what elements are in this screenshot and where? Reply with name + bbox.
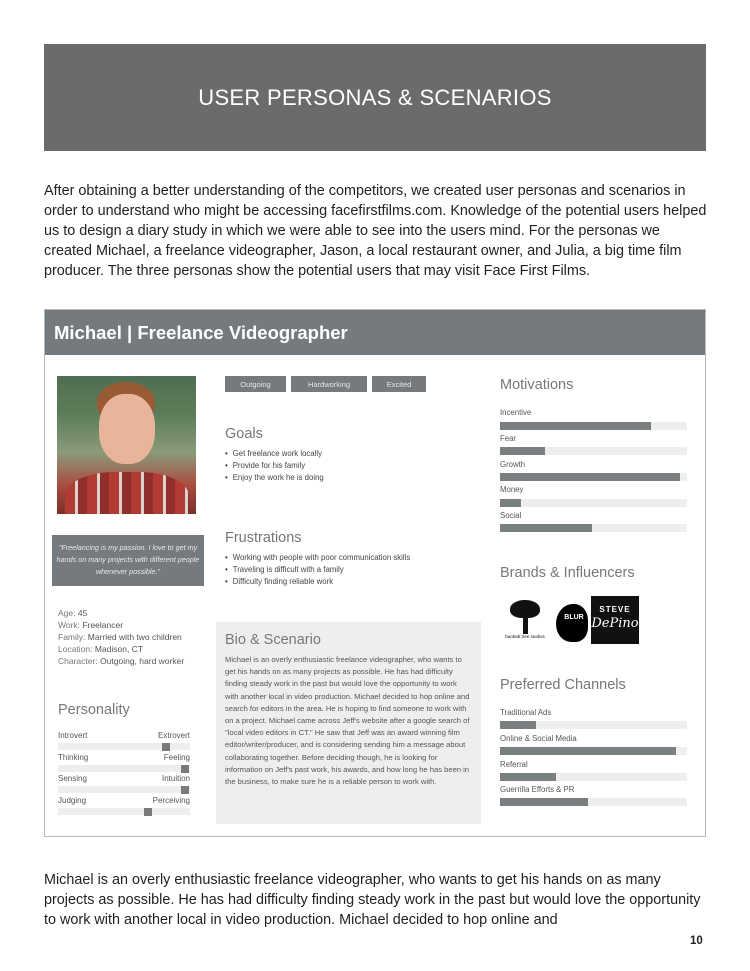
personality-knob: [162, 743, 170, 751]
frustrations-title: Frustrations: [225, 530, 302, 546]
motivation-label: Growth: [500, 460, 526, 469]
motivation-bar: [500, 422, 687, 430]
list-item: • Working with people with poor communication skills: [225, 552, 410, 564]
personality-row: Sensing Intuition: [58, 774, 190, 793]
channel-label: Referral: [500, 760, 528, 769]
channel-bar: [500, 747, 687, 755]
page-number: 10: [690, 935, 703, 947]
channel-label: Online & Social Media: [500, 734, 577, 743]
personality-row: Introvert Extrovert: [58, 731, 190, 750]
persona-details: [58, 608, 184, 668]
persona-card: [44, 309, 706, 837]
list-item: • Get freelance work locally: [225, 448, 324, 460]
motivation-bar: [500, 524, 687, 532]
motivation-label: Money: [500, 485, 524, 494]
channel-label: Guerrilla Efforts & PR: [500, 785, 575, 794]
channel-bar: [500, 721, 687, 729]
header-banner: [44, 44, 706, 151]
persona-photo: [57, 376, 196, 514]
motivation-bar: [500, 473, 687, 481]
motivation-bar: [500, 447, 687, 455]
channels-title: Preferred Channels: [500, 677, 626, 693]
channel-bar: [500, 773, 687, 781]
list-item: • Provide for his family: [225, 460, 324, 472]
persona-title: Michael | Freelance Videographer: [54, 321, 348, 343]
detail-location: Location: Madison, CT: [58, 643, 144, 654]
intro-paragraph: After obtaining a better understanding of the competitors, we created user personas and scenarios in order to understand who might be accessing facefirstfilms.com. Knowledge of the potential users helped us to design a diary study in which we were able to see into the users mind. For the personas we created Michael, a freelance videographer, Jason, a local restaurant owner, and Julia, a big time film producer. The three personas show the potential users that may visit Face First Films.: [44, 183, 707, 279]
persona-quote: "Freelancing is my passion. I love to get my hands on many projects with different people whenever possible.": [52, 535, 204, 586]
page-title: USER PERSONAS & SCENARIOS: [198, 84, 552, 110]
frustrations-list: [225, 552, 410, 588]
trait-tag: Hardworking: [291, 376, 367, 392]
bio-title: Bio & Scenario: [225, 632, 321, 648]
blur-logo: BLUR: [550, 596, 590, 644]
baobab-tree-logo: baobab tree studios: [500, 596, 550, 644]
detail-work: Work: Freelancer: [58, 619, 124, 630]
motivation-label: Social: [500, 511, 522, 520]
motivation-label: Incentive: [500, 408, 532, 417]
trait-tag: Excited: [372, 376, 426, 392]
brands-title: Brands & Influencers: [500, 565, 635, 581]
detail-character: Character: Outgoing, hard worker: [58, 655, 185, 666]
steve-depino-logo: STEVE DePino: [591, 596, 639, 644]
personality-row: Judging Perceiving: [58, 796, 190, 815]
personality-title: Personality: [58, 702, 130, 718]
persona-header: [45, 310, 705, 355]
motivations-title: Motivations: [500, 377, 574, 393]
motivation-label: Fear: [500, 434, 517, 443]
bio-scenario-box: [216, 622, 481, 824]
channel-label: Traditional Ads: [500, 708, 552, 717]
bio-text: Michael is an overly enthusiastic freelance videographer, who wants to get his hands on as many projects as possible. He has had difficulty finding steady work in the past but would love the opportunity to work with another local in video production. Michael decided to hop online and search for editors in the area. He is hoping to find someone to work with on a project. Michael came across Jeff's website after a google search of "local video editors in CT." He saw that Jeff was an award winning film editor/writer/producer, and is considering sending him a message about collaborating together. Before deciding though, he is looking for information on Jeff's past work, his awards, and how long he has been in the business, to make sure he is a reliable person to work with.: [225, 655, 470, 787]
list-item: • Traveling is difficult with a family: [225, 564, 410, 576]
body-paragraph: Michael is an overly enthusiastic freelance videographer, who wants to get his hands on as many projects as possible. He has had difficulty finding steady work in the past but would love the opportunity to work with another local in video production. Michael decided to hop online and: [44, 872, 701, 928]
list-item: • Enjoy the work he is doing: [225, 472, 324, 484]
goals-list: [225, 448, 324, 484]
detail-age: Age: 45: [58, 608, 88, 618]
personality-knob: [144, 808, 152, 816]
channel-bar: [500, 798, 687, 806]
brand-logos: [500, 596, 640, 644]
trait-tag: Outgoing: [225, 376, 286, 392]
personality-knob: [181, 786, 189, 794]
list-item: • Difficulty finding reliable work: [225, 576, 410, 588]
motivation-bar: [500, 499, 687, 507]
personality-row: Thinking Feeling: [58, 753, 190, 772]
detail-family: Family: Married with two children: [58, 631, 182, 642]
goals-title: Goals: [225, 426, 263, 442]
personality-knob: [181, 765, 189, 773]
